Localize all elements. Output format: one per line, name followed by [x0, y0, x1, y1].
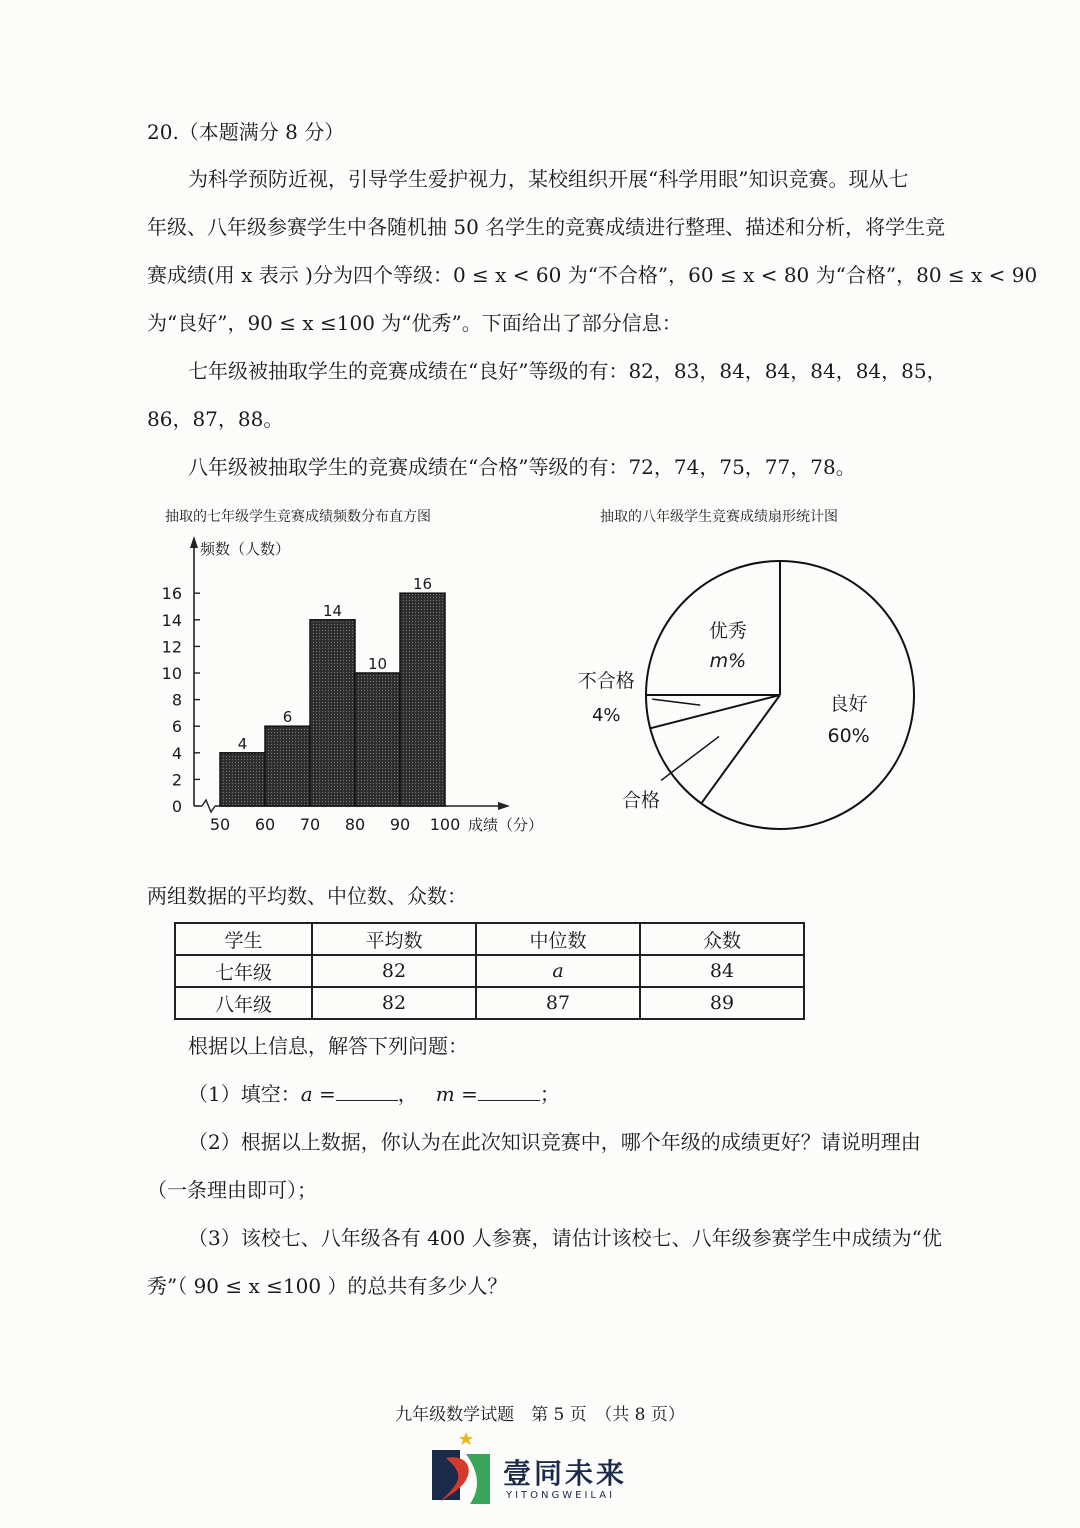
cell-median: 87	[476, 987, 640, 1019]
y-axis-arrow-icon	[190, 536, 198, 548]
y-tick-label: 12	[161, 637, 182, 657]
pie-label-excellent: 优秀	[708, 619, 747, 642]
y-tick-label: 10	[161, 664, 182, 683]
grade7-line-2: 86，87，88。	[147, 407, 284, 431]
cell-median: a	[476, 955, 640, 987]
questions-lead: 根据以上信息，解答下列问题：	[188, 1034, 468, 1058]
cell-mean: 82	[312, 955, 476, 987]
histogram-bar	[355, 673, 400, 806]
table-caption: 两组数据的平均数、中位数、众数：	[147, 884, 467, 908]
cell-mode: 84	[640, 955, 804, 987]
question-number: 20.（本题满分 8 分）	[147, 120, 345, 144]
q2-line-2: （一条理由即可）；	[147, 1178, 317, 1202]
x-axis-label: 成绩（分）	[468, 816, 544, 834]
cell-mean: 82	[312, 987, 476, 1019]
pie-label-good: 良好	[829, 693, 868, 716]
bar-value-label: 4	[237, 734, 248, 753]
q3-line-1: （3）该校七、八年级各有 400 人参赛，请估计该校七、八年级参赛学生中成绩为“优	[188, 1226, 942, 1250]
intro-line-4: 为“良好”，90 ≤ x ≤100 为“优秀”。下面给出了部分信息：	[147, 311, 682, 335]
grade8-line: 八年级被抽取学生的竞赛成绩在“合格”等级的有：72，74，75，77，78。	[188, 455, 856, 479]
q3-line-2: 秀”（ 90 ≤ x ≤100 ）的总共有多少人？	[147, 1274, 508, 1298]
cell-mode: 89	[640, 987, 804, 1019]
q1-m-label: m =	[435, 1082, 478, 1106]
intro-line-2: 年级、八年级参赛学生中各随机抽 50 名学生的竞赛成绩进行整理、描述和分析，将学生竞	[147, 215, 946, 239]
pie-title: 抽取的八年级学生竞赛成绩扇形统计图	[600, 509, 838, 525]
histogram-bar	[265, 726, 310, 806]
page-footer: 九年级数学试题 第 5 页 （共 8 页）	[395, 1405, 685, 1425]
intro-line-1: 为科学预防近视，引导学生爱护视力，某校组织开展“科学用眼”知识竞赛。现从七	[188, 167, 909, 191]
y-tick-label: 14	[161, 610, 182, 630]
y-tick-label: 0	[171, 797, 182, 816]
grade7-line-1: 七年级被抽取学生的竞赛成绩在“良好”等级的有：82，83，84，84，84，84，85，	[188, 359, 947, 383]
y-tick-label: 2	[171, 770, 182, 790]
x-tick-label: 70	[299, 815, 321, 834]
callout-line-pass	[661, 736, 719, 780]
pie-chart	[540, 545, 940, 845]
y-tick-label: 8	[171, 690, 182, 710]
q1-line	[188, 1080, 560, 1108]
histogram-title: 抽取的七年级学生竞赛成绩频数分布直方图	[165, 509, 431, 525]
histogram-bar	[310, 620, 355, 806]
y-tick-label: 4	[171, 743, 182, 763]
q1-m-blank[interactable]	[478, 1082, 540, 1101]
histogram-bar	[400, 593, 445, 806]
logo-subtitle: YITONGWEILAI	[506, 1490, 616, 1501]
logo-star-icon	[459, 1432, 473, 1445]
q1-sep: ，	[397, 1082, 418, 1106]
y-tick-label: 6	[171, 717, 182, 737]
callout-line-fail	[652, 699, 700, 705]
x-tick-label: 100	[429, 815, 461, 834]
bar-value-label: 14	[322, 601, 343, 620]
x-tick-label: 50	[209, 815, 231, 834]
header-mean: 平均数	[312, 923, 476, 955]
q2-line-1: （2）根据以上数据，你认为在此次知识竞赛中，哪个年级的成绩更好？请说明理由	[188, 1130, 921, 1154]
stats-table	[174, 922, 805, 1020]
logo-green-shape	[466, 1454, 490, 1504]
histogram-chart	[150, 530, 570, 850]
table-header-row	[175, 923, 804, 955]
x-tick-label: 90	[389, 815, 411, 834]
histogram-bar	[220, 753, 265, 806]
cell-grade: 七年级	[175, 955, 312, 987]
y-tick-label: 16	[161, 584, 182, 604]
q1-end: ；	[539, 1082, 560, 1106]
x-axis-arrow-icon	[498, 802, 510, 810]
table-row	[175, 955, 804, 987]
pie-label-pass: 合格	[622, 789, 661, 812]
x-tick-label: 80	[344, 815, 366, 834]
intro-line-3: 赛成绩(用 x 表示 )分为四个等级：0 ≤ x < 60 为“不合格”，60 ≤ x < 80 为“合格”，80 ≤ x < 90	[147, 263, 1038, 287]
header-mode: 众数	[640, 923, 804, 955]
table-row	[175, 987, 804, 1019]
q1-a-blank[interactable]	[336, 1082, 398, 1101]
pie-label-fail: 不合格	[577, 670, 635, 693]
header-median: 中位数	[476, 923, 640, 955]
header-student: 学生	[175, 923, 312, 955]
bar-value-label: 6	[282, 708, 293, 727]
pie-value-fail: 4%	[591, 705, 621, 727]
y-axis-label: 频数（人数）	[200, 540, 291, 558]
pie-value-excellent: m%	[709, 649, 747, 672]
axis-break-icon	[202, 800, 215, 812]
pie-value-good: 60%	[827, 725, 870, 748]
q1-prefix: （1）填空：	[188, 1082, 301, 1106]
bar-value-label: 10	[367, 655, 388, 673]
bar-value-label: 16	[412, 575, 433, 594]
q1-a-label: a =	[300, 1082, 336, 1106]
x-tick-label: 60	[254, 815, 276, 834]
cell-grade: 八年级	[175, 987, 312, 1019]
logo-name: 壹同未来	[503, 1457, 628, 1490]
